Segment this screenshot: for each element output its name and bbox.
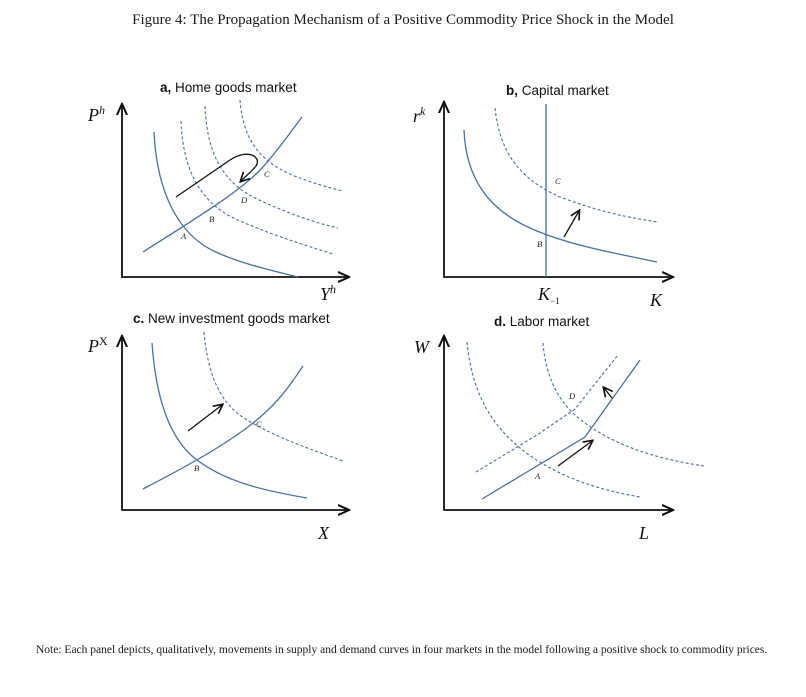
panel-a-demand-curve-shifted-1 (181, 121, 333, 254)
panel-b-axes (444, 103, 672, 277)
panel-a-demand-curve-initial (154, 132, 298, 277)
panel-a (87, 80, 348, 304)
panel-b-demand-curve-shifted (495, 108, 658, 222)
panel-b-point-C: C (555, 176, 561, 186)
figure-note: Note: Each panel depicts, qualitatively, movements in supply and demand curves in four markets in the model following a positive shock to commodity prices. (36, 644, 768, 656)
panel-c-axes (122, 337, 348, 510)
panel-c-x-label: X (318, 523, 329, 543)
panel-d-supply-curve-initial (482, 360, 640, 499)
panel-a-supply-curve (143, 117, 302, 252)
panel-b-title (506, 83, 609, 98)
figure-title: Figure 4: The Propagation Mechanism of a Positive Commodity Price Shock in the Model (132, 12, 674, 28)
panel-a-demand-curve-shifted-2 (205, 106, 338, 228)
panel-d-title (494, 314, 590, 329)
panel-d-point-D: D (569, 391, 576, 401)
panel-c-y-label: $P^X$ (88, 334, 108, 356)
panel-b-shift-arrow (564, 211, 579, 237)
panel-c-title-text: New investment goods market (144, 311, 330, 326)
panel-b-y-label: $r^k$ (413, 104, 426, 126)
panel-b (413, 83, 672, 310)
panel-a-title (160, 80, 297, 95)
panel-b-x-tick: $K_{-1}$ (538, 284, 560, 306)
panel-a-demand-curve-shifted-3 (240, 100, 343, 191)
panel-d-letter: d. (494, 314, 506, 329)
panel-d-y-label: W (414, 337, 429, 357)
panel-c-point-B: B (194, 463, 200, 473)
panel-c-supply-curve (143, 366, 303, 489)
panel-b-title-text: Capital market (518, 83, 609, 98)
panel-d-title-text: Labor market (506, 314, 590, 329)
panel-d-point-A: A (535, 471, 541, 481)
panel-a-point-C: C (264, 169, 270, 179)
panel-c-point-C: C (256, 419, 262, 429)
panel-a-letter: a, (160, 80, 172, 95)
panel-c-shift-arrow (188, 405, 222, 431)
panel-a-loop-arrow (176, 154, 257, 197)
panel-c-demand-curve-initial (152, 343, 307, 498)
panel-b-demand-curve-initial (464, 130, 657, 262)
panel-d-x-label: L (639, 523, 650, 543)
panel-d (414, 314, 704, 543)
panel-c-letter: c. (133, 311, 145, 326)
panel-b-x-label: K (650, 290, 663, 310)
panel-b-letter: b, (506, 83, 518, 98)
panel-c (87, 311, 348, 543)
panel-a-y-label: $P^h$ (88, 103, 105, 125)
panel-c-demand-curve-shifted (204, 332, 343, 461)
panel-b-point-B: B (537, 239, 543, 249)
panel-a-x-label: $Y^h$ (320, 282, 337, 304)
panel-d-supply-curve-shifted (476, 355, 618, 472)
panel-a-point-D: D (241, 195, 248, 205)
panel-a-point-A: A (181, 231, 187, 241)
panel-a-point-B: B (209, 214, 215, 224)
panel-d-shift-arrow-up (604, 388, 612, 398)
panel-d-demand-curve-initial (467, 342, 640, 497)
panel-c-title (133, 311, 330, 326)
panel-d-shift-arrow-right (558, 441, 592, 466)
panel-a-title-text: Home goods market (171, 80, 297, 95)
